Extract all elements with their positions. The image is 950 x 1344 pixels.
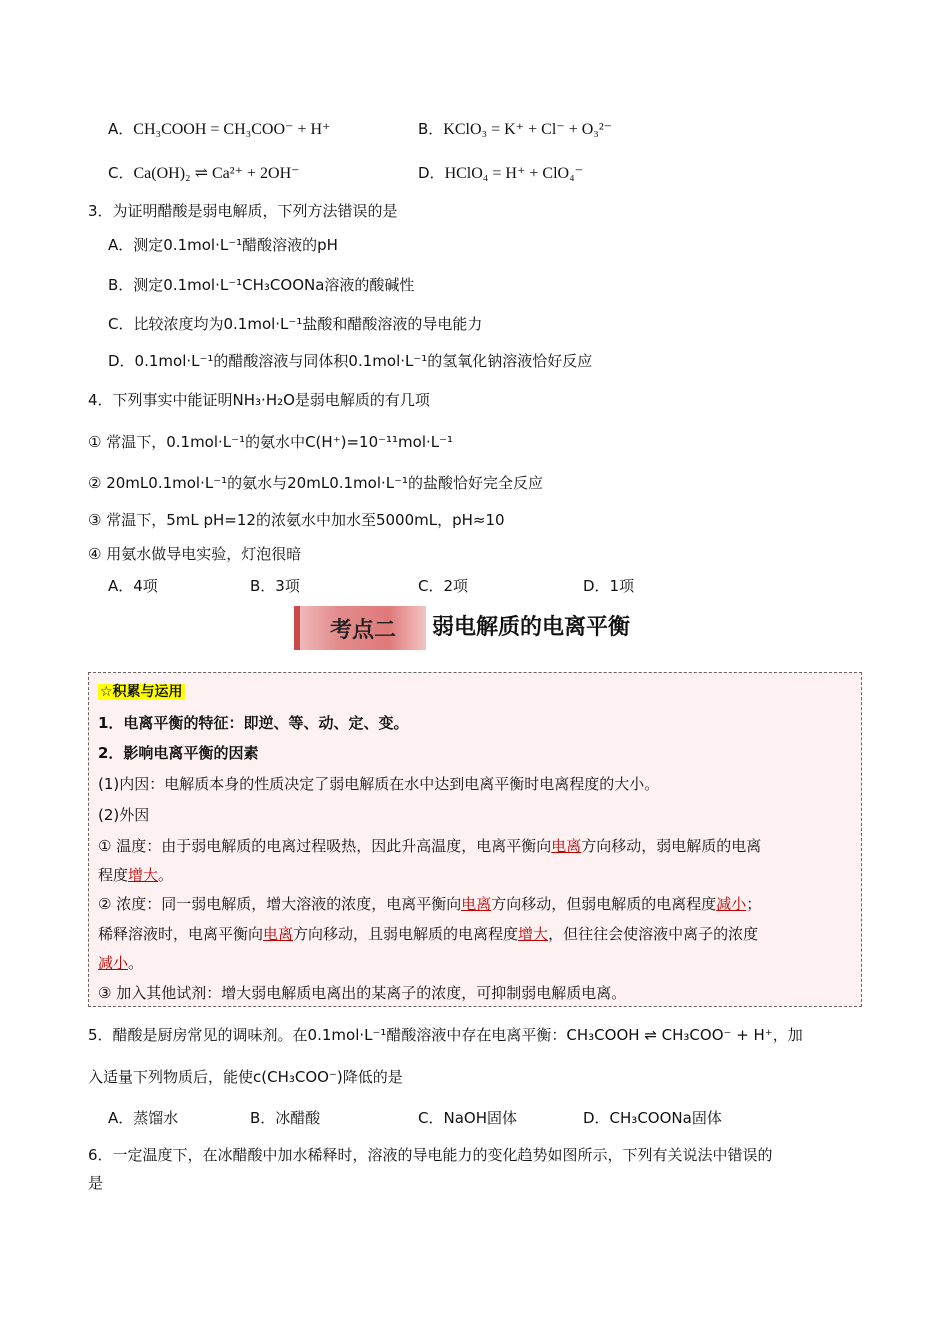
box-external-factor: (2)外因	[98, 806, 150, 824]
conc-text-2: 方向移动，但弱电解质的电离程度	[491, 895, 717, 913]
q2-option-b-equation: KClO₃ = K⁺ + Cl⁻ + O₃²⁻	[443, 121, 613, 138]
knowledge-tag-label: ☆积累与运用	[100, 684, 183, 700]
q2-option-d	[418, 162, 583, 185]
q4-statement-3: ③ 常温下，5mL pH=12的浓氨水中加水至5000mL，pH≈10	[88, 511, 505, 529]
q3-option-a: A．测定0.1mol·L⁻¹醋酸溶液的pH	[108, 236, 338, 254]
conc-answer-degree-1: 减小	[716, 895, 747, 913]
knowledge-tag	[98, 680, 185, 703]
section-title: 弱电解质的电离平衡	[432, 615, 631, 640]
temp-text-3: 程度	[98, 866, 129, 884]
q4-statement-4: ④ 用氨水做导电实验，灯泡很暗	[88, 545, 302, 563]
section-badge: 考点二	[294, 606, 426, 650]
box-other-reagent: ③ 加入其他试剂：增大弱电解质电离出的某离子的浓度，可抑制弱电解质电离。	[98, 984, 627, 1002]
temp-answer-degree: 增大	[128, 866, 159, 884]
q5-option-d: D．CH₃COONa固体	[583, 1109, 722, 1127]
q4-option-a: A．4项	[108, 577, 158, 595]
q3-option-c: C．比较浓度均为0.1mol·L⁻¹盐酸和醋酸溶液的导电能力	[108, 315, 483, 333]
box-temperature-line-2	[98, 864, 173, 886]
conc-text-7: 。	[128, 954, 144, 972]
q2-option-a-label: A．	[108, 120, 134, 138]
q2-option-c-equation: Ca(OH)₂ ⇌ Ca²⁺ + 2OH⁻	[133, 165, 300, 182]
q4-statement-1: ① 常温下，0.1mol·L⁻¹的氨水中C(H⁺)=10⁻¹¹mol·L⁻¹	[88, 433, 454, 451]
box-concentration-line-3	[98, 952, 143, 974]
q2-option-c	[108, 162, 300, 185]
q2-option-b-label: B．	[418, 120, 444, 138]
conc-text-1: ② 浓度：同一弱电解质，增大溶液的浓度，电离平衡向	[98, 895, 462, 913]
q5-option-c: C．NaOH固体	[418, 1109, 517, 1127]
temp-text-1: ① 温度：由于弱电解质的电离过程吸热，因此升高温度，电离平衡向	[98, 837, 552, 855]
q4-statement-2: ② 20mL0.1mol·L⁻¹的氨水与20mL0.1mol·L⁻¹的盐酸恰好完全反应	[88, 474, 544, 492]
q2-option-a-equation: CH₃COOH = CH₃COO⁻ + H⁺	[133, 121, 331, 138]
q2-option-a	[108, 118, 330, 141]
conc-answer-ion: 减小	[98, 954, 129, 972]
conc-text-5: 方向移动，且弱电解质的电离程度	[293, 925, 519, 943]
conc-answer-direction-1: 电离	[461, 895, 492, 913]
q4-option-c: C．2项	[418, 577, 469, 595]
q6-stem-line-2: 是	[88, 1174, 104, 1192]
q6-stem-line-1: 6．一定温度下，在冰醋酸中加水稀释时，溶液的导电能力的变化趋势如图所示，下列有关说法中错误的	[88, 1146, 773, 1164]
q3-stem: 3．为证明醋酸是弱电解质，下列方法错误的是	[88, 202, 398, 220]
box-concentration-line-1	[98, 893, 761, 915]
temp-answer-direction: 电离	[551, 837, 582, 855]
q2-option-c-label: C．	[108, 164, 134, 182]
q4-stem: 4．下列事实中能证明NH₃·H₂O是弱电解质的有几项	[88, 391, 430, 409]
conc-answer-degree-2: 增大	[518, 925, 549, 943]
q5-option-a: A．蒸馏水	[108, 1109, 179, 1127]
box-concentration-line-2	[98, 923, 758, 945]
temp-text-2: 方向移动，弱电解质的电离	[581, 837, 762, 855]
q4-option-b: B．3项	[250, 577, 300, 595]
q2-option-d-label: D．	[418, 164, 445, 182]
box-point-2: 2．影响电离平衡的因素	[98, 744, 259, 762]
q5-stem-line-1: 5．醋酸是厨房常见的调味剂。在0.1mol·L⁻¹醋酸溶液中存在电离平衡：CH₃COOH ⇌ CH₃COO⁻ + H⁺，加	[88, 1026, 803, 1044]
conc-answer-direction-2: 电离	[263, 925, 294, 943]
q4-option-d: D．1项	[583, 577, 635, 595]
conc-text-3: ；	[746, 895, 762, 913]
q3-option-d: D．0.1mol·L⁻¹的醋酸溶液与同体积0.1mol·L⁻¹的氢氧化钠溶液恰好反应	[108, 352, 593, 370]
q5-option-b: B．冰醋酸	[250, 1109, 321, 1127]
box-point-1: 1．电离平衡的特征：即逆、等、动、定、变。	[98, 714, 409, 732]
q2-option-d-equation: HClO₄ = H⁺ + ClO₄⁻	[444, 165, 584, 182]
box-internal-factor: (1)内因：电解质本身的性质决定了弱电解质在水中达到电离平衡时电离程度的大小。	[98, 775, 660, 793]
q3-option-b: B．测定0.1mol·L⁻¹CH₃COONa溶液的酸碱性	[108, 276, 415, 294]
q5-stem-line-2: 入适量下列物质后，能使c(CH₃COO⁻)降低的是	[88, 1068, 403, 1086]
temp-text-4: 。	[158, 866, 174, 884]
q2-option-b	[418, 118, 612, 141]
box-temperature-line-1	[98, 835, 761, 857]
conc-text-6: ，但往往会使溶液中离子的浓度	[548, 925, 759, 943]
conc-text-4: 稀释溶液时，电离平衡向	[98, 925, 264, 943]
